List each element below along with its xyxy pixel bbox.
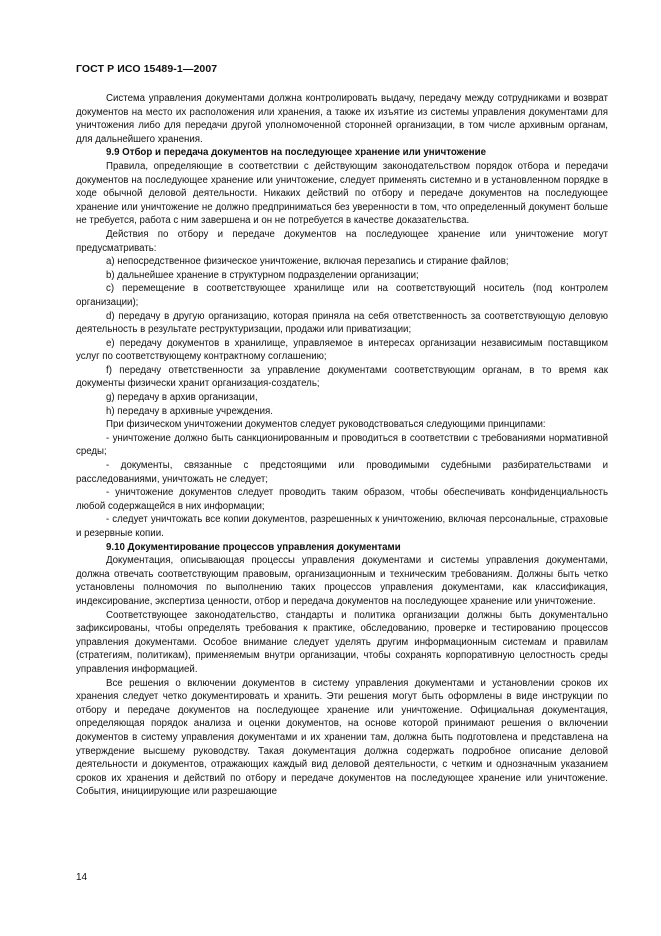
paragraph: Действия по отбору и передаче документов на последующее хранение или уничтожение могут предусматривать:	[76, 228, 608, 254]
paragraph: b) дальнейшее хранение в структурном подразделении организации;	[106, 269, 419, 281]
paragraph: g) передачу в архив организации,	[106, 392, 258, 404]
paragraph: - следует уничтожать все копии документов, разрешенных к уничтожению, включая персональные, страховые и резервные копии.	[76, 514, 608, 539]
paragraph: a) непосредственное физическое уничтожение, включая перезапись и стирание файлов;	[106, 256, 509, 268]
paragraph: Документация, описывающая процессы управления документами и системы управления документами, должна отвечать соответствующим правовым, организационным и техническим требованиям. Должны быть четко установлены полномочия по выполнению таких процессов управления документами, как классификация, индексирование, экспертиза ценности, отбор и передача документов на последующее хранение или уничтожение.	[76, 555, 608, 607]
paragraph: При физическом уничтожении документов следует руководствоваться следующими принципами:	[106, 419, 546, 431]
document-header: ГОСТ Р ИСО 15489-1—2007	[76, 63, 218, 75]
paragraph: Соответствующее законодательство, стандарты и политика организации должны быть документально зафиксированы, чтобы определять требования к практике, обследованию, проверке и тестированию процессов управления документами. Особое внимание следует уделять другим информационным системам и правилам (стратегиям, политикам), применяемым внутри организации, чтобы сохранять корпоративную целостность среды управления информацией.	[76, 609, 608, 675]
paragraph: d) передачу в другую организацию, которая приняла на себя ответственность за соответствующую деловую деятельность в результате реструктуризации, продажи или приватизации;	[76, 310, 608, 336]
paragraph: Система управления документами должна контролировать выдачу, передачу между сотрудниками и возврат документов на место их расположения или хранения, а также их изъятие из системы управления документами для уничтожения либо для передачи другой уполномоченной сторонней организации, в том числе архивным органам, для дальнейшего хранения.	[76, 93, 608, 145]
paragraph: - документы, связанные с предстоящими или проводимыми судебными разбирательствами и расследованиями, уничтожать не следует;	[76, 460, 608, 485]
paragraph: h) передачу в архивные учреждения.	[106, 405, 273, 417]
document-body	[76, 92, 608, 799]
section-heading: 9.9 Отбор и передача документов на последующее хранение или уничтожение	[106, 147, 486, 159]
paragraph: Все решения о включении документов в систему управления документами и установлении сроков их хранения следует четко документировать и хранить. Эти решения могут быть оформлены в виде инструкции по отбору и передаче документов на последующее хранение или уничтожение. Официальная документация, определяющая порядок анализа и оценки документов, на основе которой принимают решения о включении документов в систему управления документами и их хранении там, должна быть подготовлена и представлена на утверждение высшему руководству. Такая документация должна содержать подробное описание деловой деятельности и документов, отражающих каждый вид деловой деятельности, с четким и однозначным указанием сроков их хранения и действий по отбору и передаче документов на последующее хранение или уничтожение. События, инициирующие или разрешающие	[76, 677, 608, 798]
section-heading: 9.10 Документирование процессов управления документами	[106, 541, 401, 553]
page-number: 14	[76, 872, 88, 883]
paragraph: c) перемещение в соответствующее хранилище или на соответствующий носитель (под контролем организации);	[76, 283, 608, 308]
paragraph: Правила, определяющие в соответствии с действующим законодательством порядок отбора и передачи документов на последующее хранение или уничтожение, следует применять системно и в установленном порядке в ходе обычной деловой деятельности. Никаких действий по отбору и передаче документов на последующее хранение или уничтожение не должно предприниматься без уверенности в том, что определенный документ больше не требуется, работа с ним завершена и он не потребуется в качестве доказательства.	[76, 160, 608, 227]
paragraph: - уничтожение должно быть санкционированным и проводиться в соответствии с требованиями нормативной среды;	[76, 432, 608, 458]
paragraph: - уничтожение документов следует проводить таким образом, чтобы обеспечивать конфиденциальность любой содержащейся в них информации;	[76, 487, 608, 512]
paragraph: e) передачу документов в хранилище, управляемое в интересах организации независимым поставщиком услуг по соответствующему контрактному соглашению;	[76, 337, 608, 363]
paragraph: f) передачу ответственности за управление документами соответствующим органам, в то время как документы физически хранит организация-создатель;	[76, 364, 608, 390]
